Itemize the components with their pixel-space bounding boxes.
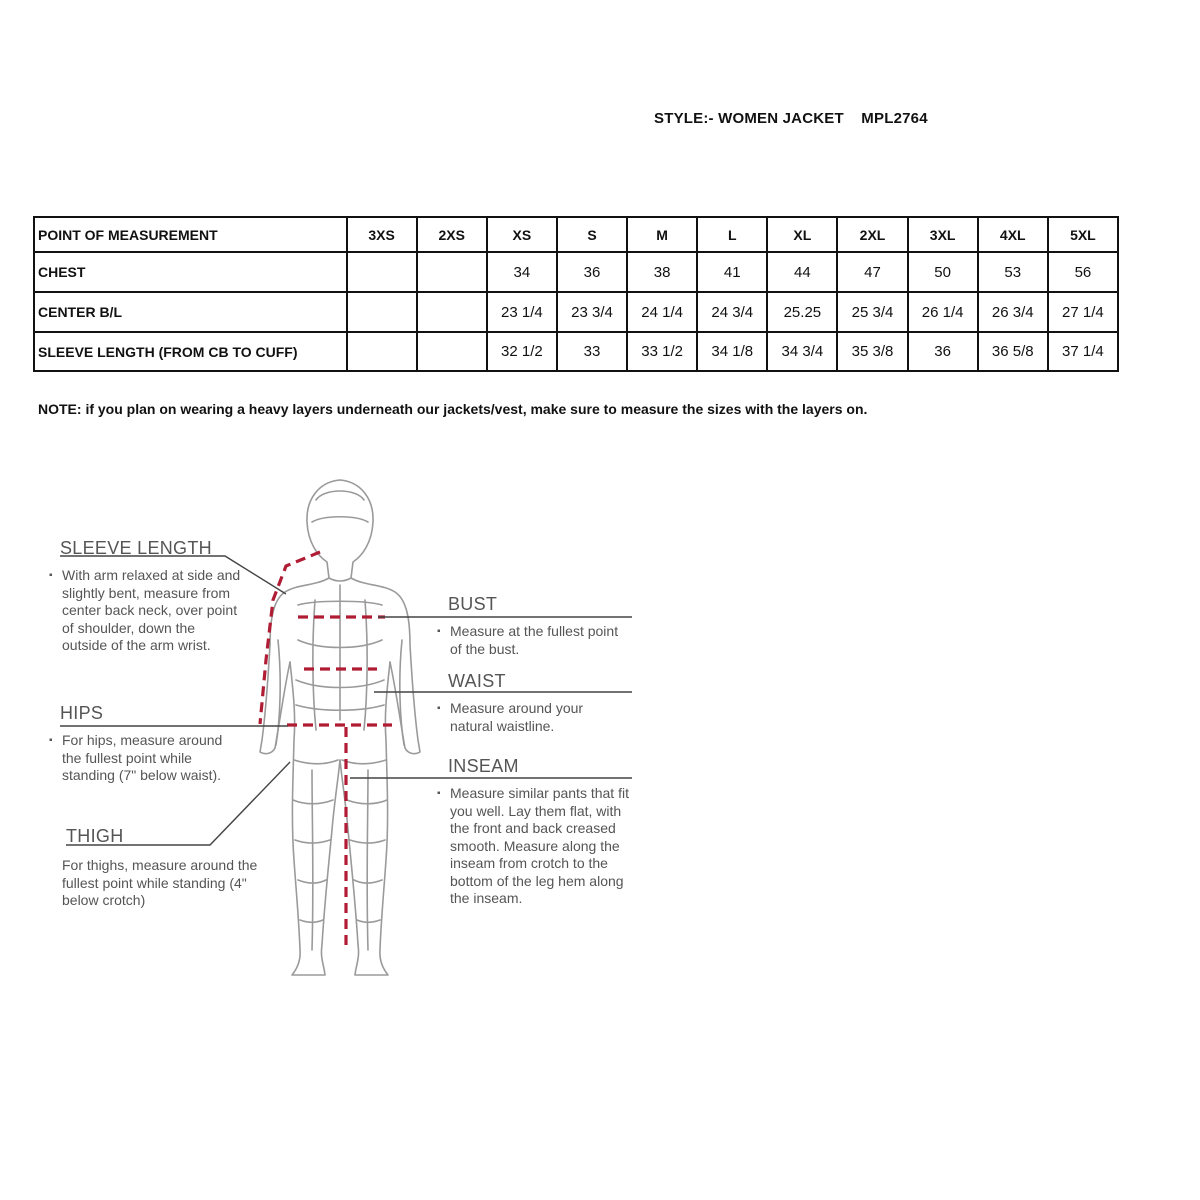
table-cell: 24 1/4 xyxy=(627,292,697,332)
table-cell: 26 1/4 xyxy=(908,292,978,332)
table-cell: 36 5/8 xyxy=(978,332,1048,371)
waist-description: ▪ Measure around your natural waistline. xyxy=(450,700,610,735)
column-header: 3XS xyxy=(347,217,417,252)
table-cell: 27 1/4 xyxy=(1048,292,1118,332)
table-cell: 35 3/8 xyxy=(837,332,907,371)
sleeve-length-title: SLEEVE LENGTH xyxy=(60,538,212,558)
table-cell: 38 xyxy=(627,252,697,292)
thigh-description: For thighs, measure around the fullest point while standing (4" below crotch) xyxy=(62,857,258,908)
table-cell: 36 xyxy=(557,252,627,292)
table-cell: 44 xyxy=(767,252,837,292)
table-cell: 33 1/2 xyxy=(627,332,697,371)
table-cell: 23 3/4 xyxy=(557,292,627,332)
column-header: 5XL xyxy=(1048,217,1118,252)
column-header: L xyxy=(697,217,767,252)
table-cell: 50 xyxy=(908,252,978,292)
column-header: M xyxy=(627,217,697,252)
column-header: S xyxy=(557,217,627,252)
hips-description: ▪ For hips, measure around the fullest point while standing (7" below waist). xyxy=(62,732,242,785)
table-cell: 41 xyxy=(697,252,767,292)
sleeve-length-line xyxy=(260,552,320,724)
table-cell: 33 xyxy=(557,332,627,371)
row-label: CHEST xyxy=(34,252,347,292)
table-cell: 37 1/4 xyxy=(1048,332,1118,371)
table-cell: 32 1/2 xyxy=(487,332,557,371)
table-cell: 53 xyxy=(978,252,1048,292)
layering-note: NOTE: if you plan on wearing a heavy layers underneath our jackets/vest, make sure to measure the sizes with the layers on. xyxy=(38,401,868,417)
hips-title: HIPS xyxy=(60,703,104,723)
body-outline-icon xyxy=(260,480,420,975)
table-cell: 56 xyxy=(1048,252,1118,292)
style-heading: STYLE:- WOMEN JACKET MPL2764 xyxy=(654,110,928,127)
column-header: 2XS xyxy=(417,217,487,252)
table-cell: 25.25 xyxy=(767,292,837,332)
table-cell: 34 xyxy=(487,252,557,292)
column-header: XS xyxy=(487,217,557,252)
table-cell: 24 3/4 xyxy=(697,292,767,332)
thigh-title: THIGH xyxy=(66,826,124,846)
table-cell: 25 3/4 xyxy=(837,292,907,332)
table-cell: 47 xyxy=(837,252,907,292)
sleeve-length-description: ▪ With arm relaxed at side and slightly bent, measure from center back neck, over point of shoulder, down the outside of the arm wrist. xyxy=(62,567,242,655)
bust-description: ▪ Measure at the fullest point of the bust. xyxy=(450,623,620,658)
column-header: POINT OF MEASUREMENT xyxy=(34,217,347,252)
column-header: XL xyxy=(767,217,837,252)
table-cell: 34 1/8 xyxy=(697,332,767,371)
bust-title: BUST xyxy=(448,594,498,614)
row-label: SLEEVE LENGTH (FROM CB TO CUFF) xyxy=(34,332,347,371)
table-cell: 26 3/4 xyxy=(978,292,1048,332)
row-label: CENTER B/L xyxy=(34,292,347,332)
column-header: 2XL xyxy=(837,217,907,252)
inseam-title: INSEAM xyxy=(448,756,519,776)
table-cell: 36 xyxy=(908,332,978,371)
waist-title: WAIST xyxy=(448,671,506,691)
table-cell: 23 1/4 xyxy=(487,292,557,332)
inseam-description: ▪ Measure similar pants that fit you well. Lay them flat, with the front and back creased smooth. Measure along the inseam from crotch to the bottom of the leg hem along the inseam. xyxy=(450,785,640,908)
table-cell: 34 3/4 xyxy=(767,332,837,371)
column-header: 4XL xyxy=(978,217,1048,252)
column-header: 3XL xyxy=(908,217,978,252)
